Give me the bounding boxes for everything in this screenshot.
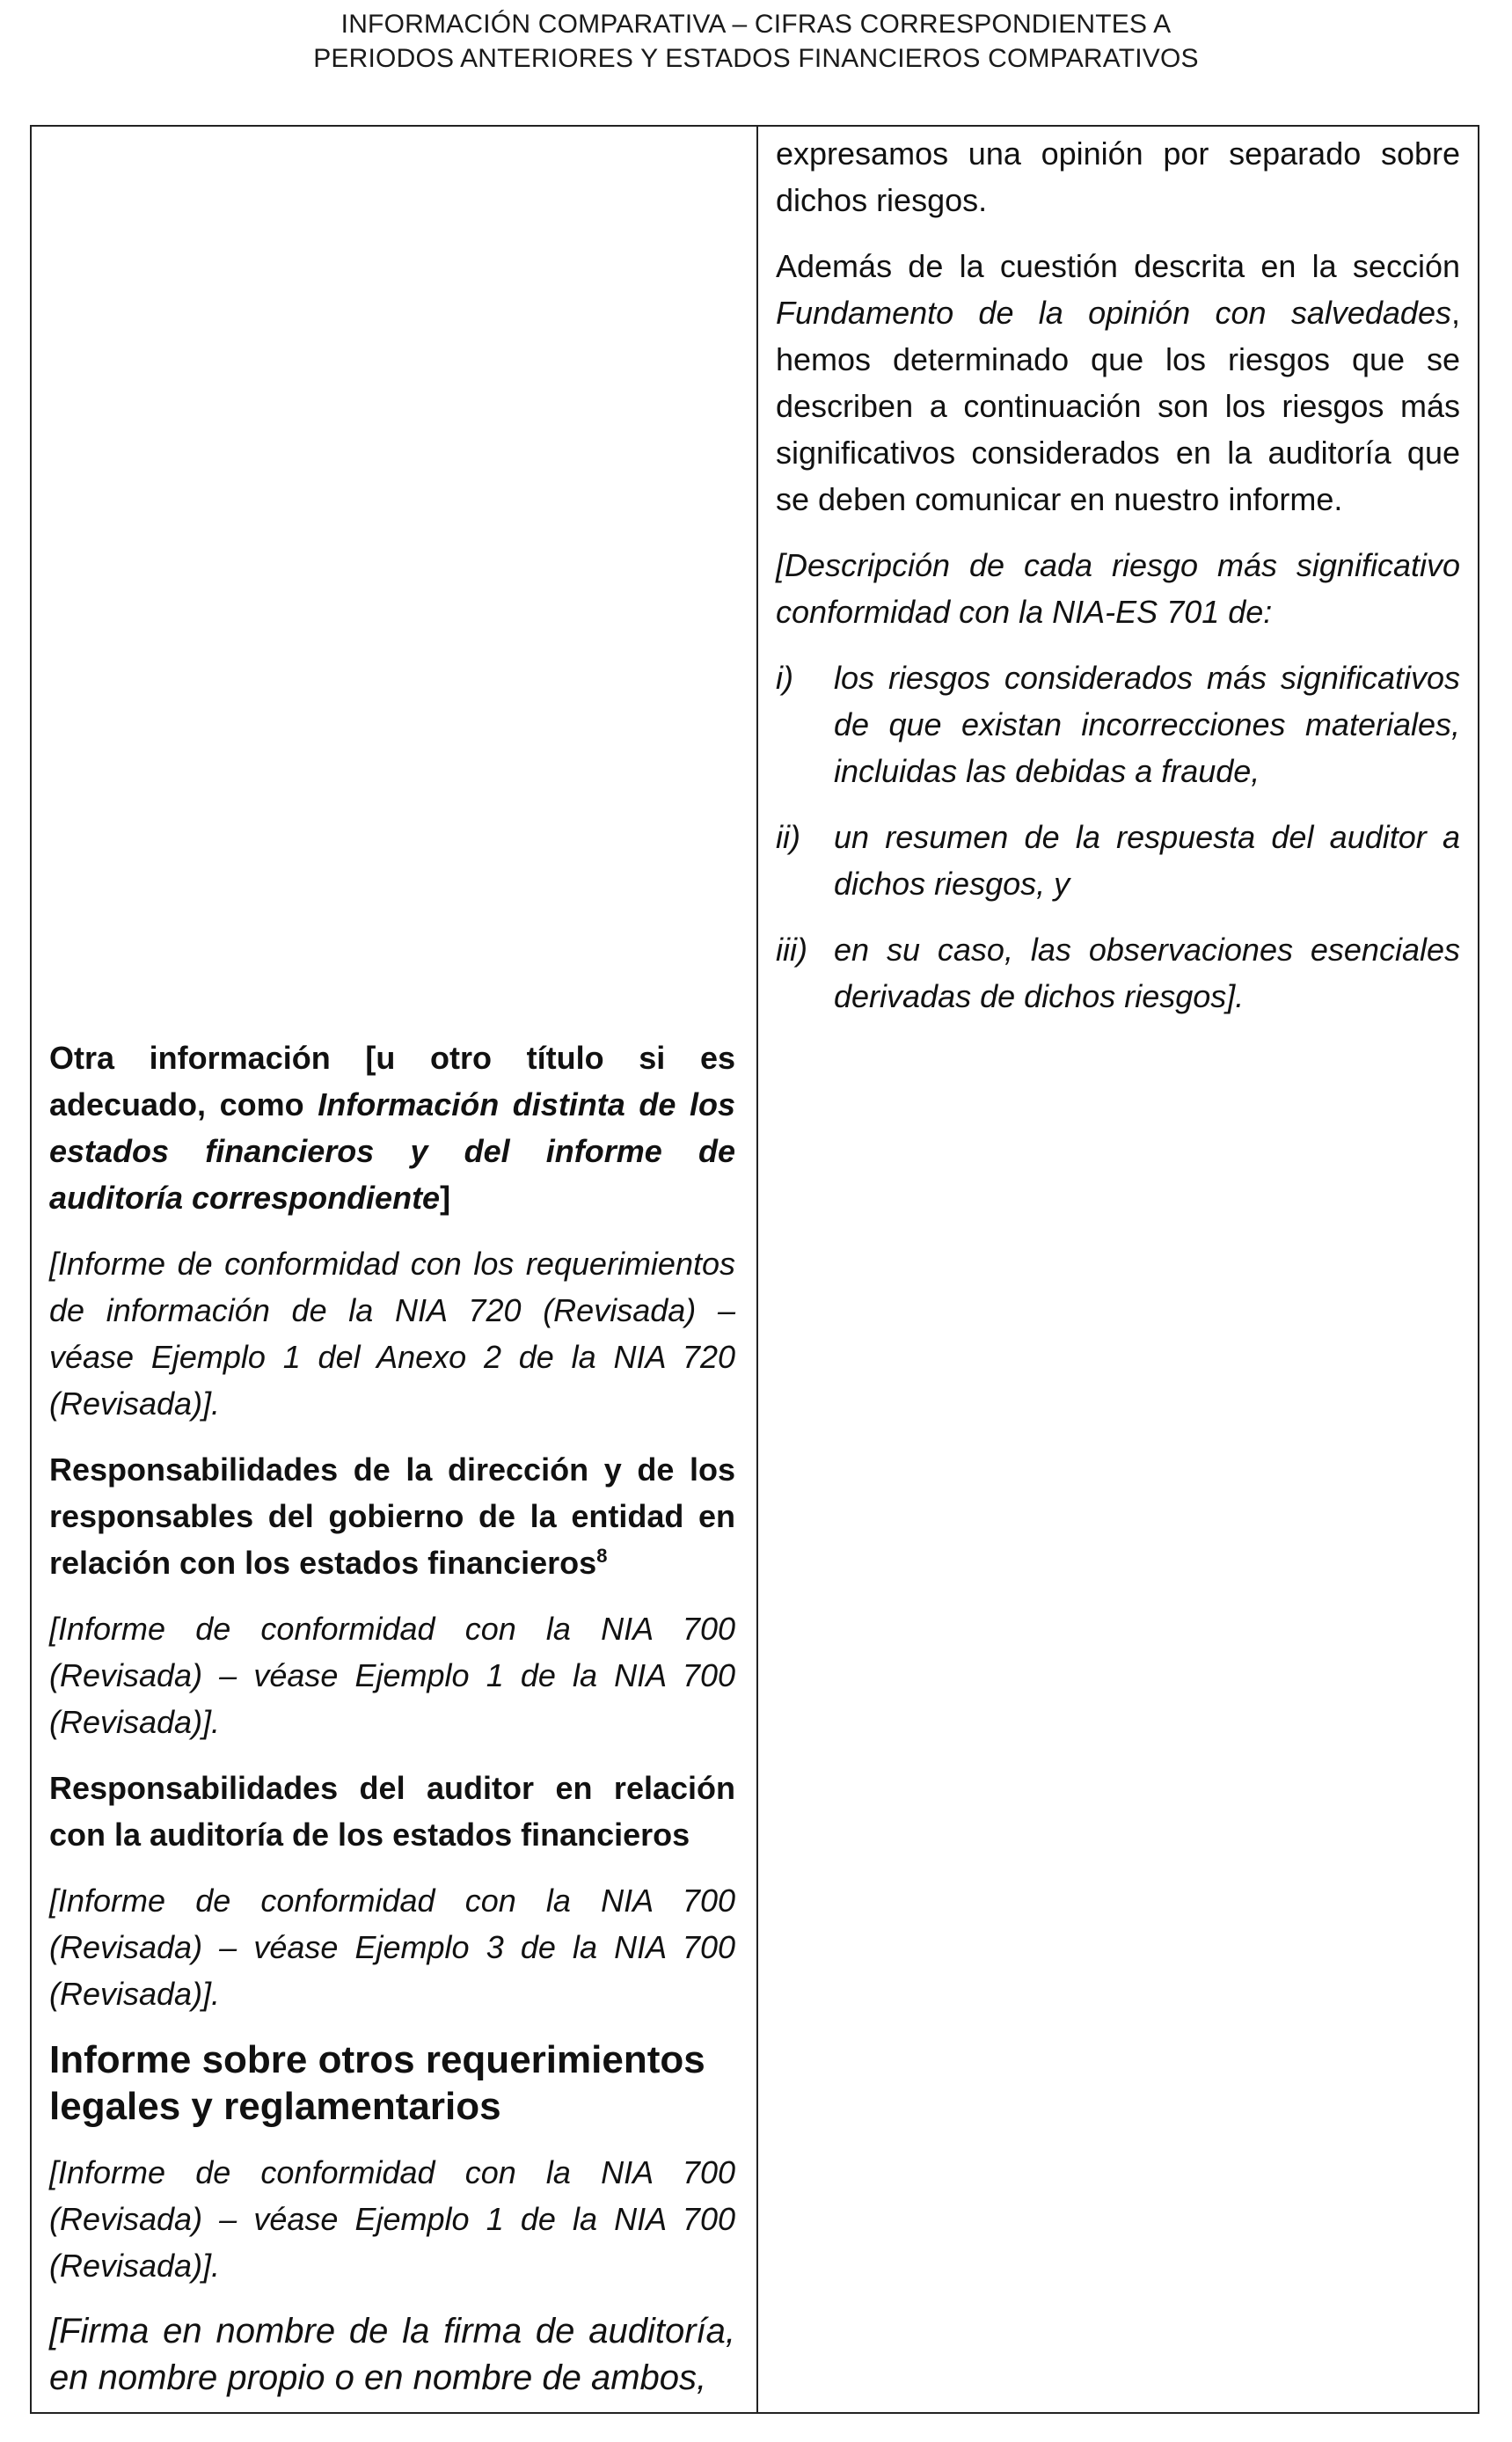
column-divider — [756, 127, 758, 2412]
list-item — [776, 926, 1460, 1020]
risks-opinion-paragraph: expresamos una opinión por separado sobre dichos riesgos. — [776, 135, 1460, 218]
header-line-2: PERIODOS ANTERIORES Y ESTADOS FINANCIEROS COMPARATIVOS — [313, 44, 1199, 73]
signature-instruction: [Firma en nombre de la firma de auditoría, en nombre propio o en nombre de ambos, — [49, 2312, 735, 2397]
right-column — [776, 130, 1460, 1039]
significant-risks-paragraph: Además de la cuestión descrita en la sección Fundamento de la opinión con salvedades, hemos determinado que los riesgos que se describen a continuación son los riesgos más significativos considerados en la auditoría que se deben comunicar en nuestro informe. — [776, 248, 1460, 517]
list-item-number: ii) — [776, 819, 800, 855]
list-item-text: un resumen de la respuesta del auditor a dichos riesgos, y — [834, 819, 1460, 902]
qualified-opinion-reference: Fundamento de la opinión con salvedades — [776, 295, 1451, 331]
legal-requirements-heading: Informe sobre otros requerimientos legales y reglamentarios — [49, 2038, 705, 2128]
risk-description-instruction: [Descripción de cada riesgo más significativo conformidad con la NIA-ES 701 de: — [776, 547, 1460, 630]
list-item-text: en su caso, las observaciones esenciales derivadas de dichos riesgos]. — [834, 932, 1460, 1014]
list-item-text: los riesgos considerados más significativos de que existan incorrecciones materiales, incluidas las debidas a fraude, — [834, 660, 1460, 789]
list-item — [776, 814, 1460, 907]
page-header — [0, 7, 1512, 76]
auditor-responsibilities-heading: Responsabilidades del auditor en relación con la auditoría de los estados financieros — [49, 1770, 735, 1853]
list-item-number: iii) — [776, 932, 807, 968]
footnote-marker: 8 — [596, 1545, 608, 1567]
legal-requirements-body: [Informe de conformidad con la NIA 700 (Revisada) – véase Ejemplo 1 de la NIA 700 (Revisada)]. — [49, 2154, 735, 2284]
list-item-number: i) — [776, 660, 793, 696]
management-responsibilities-heading: Responsabilidades de la dirección y de los responsables del gobierno de la entidad en relación con los estados financieros$^8$ — [49, 1451, 735, 1581]
left-column — [49, 1035, 735, 2402]
other-information-body: [Informe de conformidad con los requerimientos de información de la NIA 720 (Revisada) – véase Ejemplo 1 del Anexo 2 de la NIA 720 (Revisada)]. — [49, 1246, 735, 1422]
report-table — [30, 125, 1479, 2414]
list-item — [776, 654, 1460, 794]
auditor-responsibilities-body: [Informe de conformidad con la NIA 700 (Revisada) – véase Ejemplo 3 de la NIA 700 (Revisada)]. — [49, 1883, 735, 2012]
header-line-1: INFORMACIÓN COMPARATIVA – CIFRAS CORRESPONDIENTES A — [340, 10, 1172, 39]
other-information-heading: Otra información [u otro título si es adecuado, como Información distinta de los estados financieros y del informe de auditoría correspondiente] — [49, 1040, 735, 1216]
management-responsibilities-body: [Informe de conformidad con la NIA 700 (Revisada) – véase Ejemplo 1 de la NIA 700 (Revisada)]. — [49, 1611, 735, 1740]
